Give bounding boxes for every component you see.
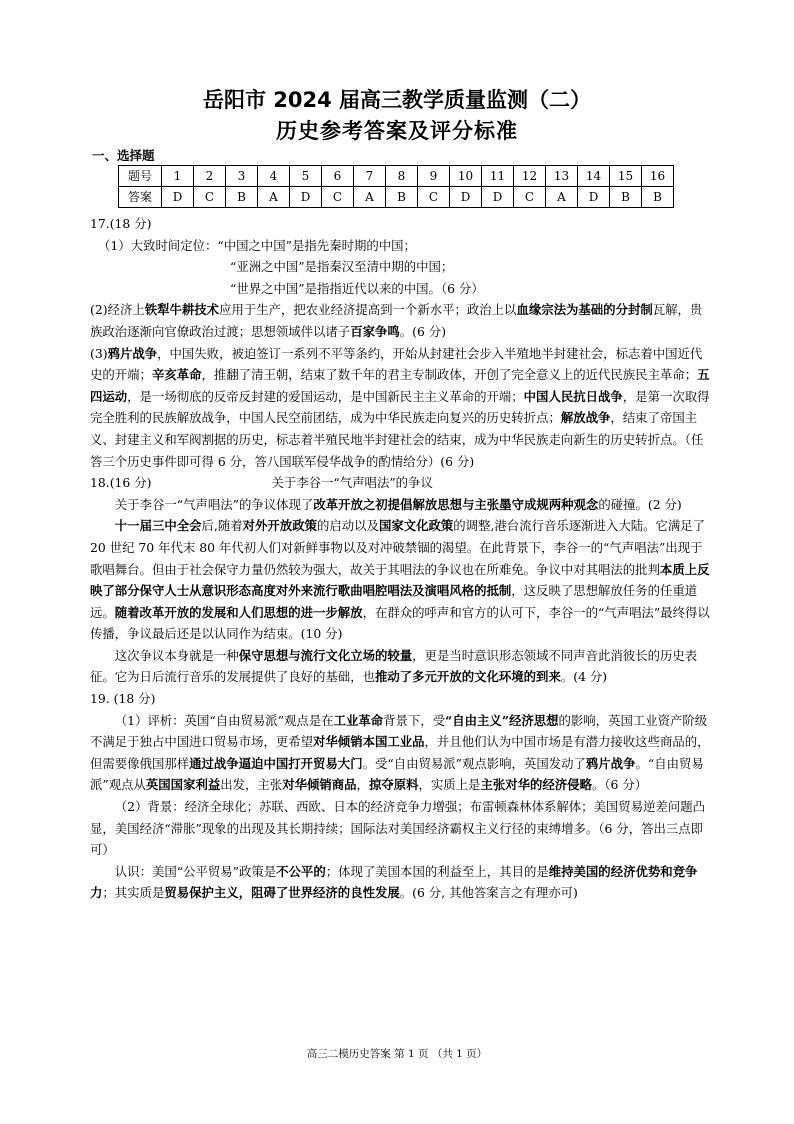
text-run: ，并且他们认为中国市场是有潜力接收这些商品的，但需要像俄国那样 — [90, 734, 710, 771]
text-run: 。(6 分, 其他答案言之有理亦可) — [399, 885, 578, 901]
text-run: 的调整,港台流行音乐逐渐进入大陆。它满足了 20 世纪 70 年代末 80 年代初人们对新鲜事物以及对冲破禁锢的渴望。在此背景下，李谷一的“气声唱法”出现于歌唱舞台。但由于社会保守力量仍然较为强大，故关于其唱法的争议也在所难免。争议中对其唱法的批判 — [90, 518, 706, 577]
text-run: 。(4 分) — [560, 669, 608, 685]
emphasis-text: “自由主义”经济思想 — [445, 712, 559, 728]
section-heading-choice: 一、选择题 — [92, 148, 155, 163]
question-number-cell: 13 — [546, 166, 578, 187]
text-run: 。“自由贸易派”观点从 — [90, 755, 704, 793]
question-number-cell: 9 — [418, 166, 450, 187]
answer-cell: D — [450, 187, 482, 208]
answer-cell: C — [418, 187, 450, 208]
answer-cell: A — [258, 187, 290, 208]
emphasis-text: 辛亥革命 — [151, 367, 202, 383]
text-run: ，更是当时意识形态领域不同声音此消彼长的历史表征。它为日后流行音乐的发展提供了良好的基础，也 — [90, 647, 698, 685]
q17-p2 — [90, 299, 710, 342]
answer-cell: C — [322, 187, 354, 208]
answer-table-answer-row — [119, 187, 674, 208]
text-run: ，推翻了清王朝，结束了数千年的君主专制政体，开创了完全意义上的近代民族民主革命； — [201, 367, 698, 383]
question-number-cell: 4 — [258, 166, 290, 187]
q17-header: 17.(18 分) — [90, 216, 152, 231]
text-run: 。(6 分) — [399, 323, 447, 339]
emphasis-text: 主张对华的经济侵略 — [480, 777, 592, 793]
emphasis-text: 血缘宗法为基础的分封制 — [516, 302, 653, 318]
question-number-cell: 14 — [578, 166, 610, 187]
text-run: 关于李谷一“气声唱法”的争议体现了 — [114, 496, 314, 512]
text-run: ，结束了帝国主义、封建主义和军阀割据的历史，标志着半殖民地半封建社会的结束，成为中华民族走向新生的历史转折点。（任答三个历史事件即可得 6 分，答八国联军侵华战争的酌情给分）(6 分) — [90, 410, 704, 469]
text-run: ；体现了美国本国的利益至上，其目的是 — [325, 863, 549, 879]
emphasis-text: 对华倾销商品 — [282, 777, 357, 793]
answer-content — [90, 213, 710, 904]
emphasis-text: 解放战争 — [560, 410, 611, 426]
text-run: 的碰撞。(2 分) — [598, 496, 682, 512]
emphasis-text: 本质上反映了部分保守人士从意识形态高度对外来流行歌曲唱腔唱法及演唱风格的抵制 — [90, 561, 710, 599]
q17-p3 — [90, 343, 710, 473]
answer-table-number-row — [119, 166, 674, 187]
emphasis-text: 国家文化政策 — [378, 518, 454, 534]
q17-p1-line-a: （1）大致时间定位：“中国之中国”是指先秦时期的中国； — [98, 237, 416, 253]
emphasis-text: 掠夺原料 — [368, 777, 419, 793]
q18-essay-title: 关于李谷一“气声唱法”的争议 — [271, 475, 433, 491]
text-run: （1）评析：英国“自由贸易派”观点是在 — [114, 712, 334, 728]
emphasis-text: 对外开放政策 — [242, 518, 317, 534]
q17-p1-line-b: “亚洲之中国”是指秦汉至清中期的中国； — [230, 259, 454, 275]
emphasis-text: 铁犁牛耕技术 — [144, 302, 220, 318]
emphasis-text: 十一届三中全会 — [114, 518, 202, 534]
emphasis-text: 维持美国的经济优势和竞争力 — [90, 863, 698, 901]
emphasis-text: 贸易保护主义，阻碍了世界经济的良性发展 — [164, 885, 400, 901]
question-number-cell: 8 — [386, 166, 418, 187]
q19-header: 19. (18 分) — [90, 691, 156, 707]
question-number-cell: 15 — [610, 166, 642, 187]
answer-cell: B — [386, 187, 418, 208]
q17-p1-line-c: “世界之中国”是指指近代以来的中国。（6 分） — [230, 280, 484, 296]
text-run: 。受“自由贸易派”观点影响，英国发动了 — [362, 755, 586, 771]
page-footer: 高三二模历史答案 第 1 页 （共 1 页） — [306, 1048, 488, 1060]
page-title-line2: 历史参考答案及评分标准 — [276, 119, 518, 143]
text-run: 这次争议本身就是一种 — [114, 647, 239, 663]
question-number-cell: 12 — [514, 166, 546, 187]
emphasis-text: 通过战争逼迫中国打开贸易大门 — [189, 755, 363, 771]
emphasis-text: 不公平的 — [276, 863, 326, 879]
text-run: (3) — [90, 345, 108, 361]
answer-cell: C — [514, 187, 546, 208]
text-run: 背景下，受 — [383, 712, 446, 728]
text-run: ；其实质是 — [102, 885, 165, 901]
question-number-cell: 3 — [226, 166, 258, 187]
emphasis-text: 五四运动 — [90, 367, 710, 404]
q18-p3 — [90, 645, 710, 688]
q19-p2 — [90, 796, 710, 861]
answer-cell: C — [194, 187, 226, 208]
question-number-cell: 11 — [482, 166, 514, 187]
emphasis-text: 工业革命 — [333, 712, 384, 728]
text-run: ，在群众的呼声和官方的认可下，李谷一的“气声唱法”最终得以传播，争议最后还是以认同作为结束。(10 分) — [90, 604, 710, 642]
text-run: ，是第一次取得完全胜利的民族解放战争，中国人民空前团结，成为中华民族走向复兴的历史转折点； — [90, 388, 710, 426]
text-run: （2）背景：经济全球化；苏联、西欧、日本的经济竞争力增强；布雷顿森林体系解体；美国贸易逆差问题凸显，美国经济“滞胀”现象的出现及其长期持续；国际法对美国经济霸权主义行径的束缚增多。（6 分，答出三点即可） — [90, 799, 706, 858]
emphasis-text: 鸦片战争 — [107, 345, 158, 361]
emphasis-text: 鸦片战争 — [585, 755, 636, 771]
question-number-cell: 10 — [450, 166, 482, 187]
text-run: ，这反映了思想解放任务的任重道远。 — [90, 583, 698, 620]
answer-cell: B — [226, 187, 258, 208]
answer-cell: D — [578, 187, 610, 208]
answer-cell: A — [354, 187, 386, 208]
text-run: 应用于生产，把农业经济提高到一个新水平；政治上以 — [219, 302, 517, 318]
q19-p3 — [90, 861, 710, 904]
text-run: 瓦解，贵族政治逐渐向官僚政治过渡；思想领域伴以诸子 — [90, 302, 703, 339]
row-label-number: 题号 — [119, 166, 162, 187]
text-run: 出发，主张 — [220, 777, 283, 793]
row-label-answer: 答案 — [119, 187, 162, 208]
q18-p1 — [90, 494, 710, 516]
answer-table — [118, 165, 674, 208]
emphasis-text: 英国国家利益 — [145, 777, 221, 793]
emphasis-text: 对华倾销本国工业品 — [313, 734, 425, 750]
answer-cell: B — [610, 187, 642, 208]
emphasis-text: 随着改革开放的发展和人们思想的进一步解放 — [114, 604, 363, 620]
text-run: 的启动以及 — [317, 518, 379, 534]
text-run: ，中国失败，被迫签订一系列不平等条约，开始从封建社会步入半殖地半封建社会，标志着中国近代史的开端； — [90, 345, 703, 383]
text-run: (2)经济上 — [90, 302, 145, 318]
question-number-cell: 16 — [642, 166, 674, 187]
question-number-cell: 7 — [354, 166, 386, 187]
text-run: 后,随着 — [201, 518, 243, 534]
q18-p2 — [90, 515, 710, 645]
answer-cell: D — [482, 187, 514, 208]
emphasis-text: 改革开放之初提倡解放思想与主张墨守成规两种观念 — [313, 496, 599, 512]
text-run: 的影响，英国工业资产阶级不满足于独占中国进口贸易市场，更希望 — [90, 712, 708, 750]
emphasis-text: 中国人民抗日战争 — [523, 388, 623, 404]
text-run: 。（6 分） — [591, 777, 648, 793]
question-number-cell: 1 — [162, 166, 194, 187]
emphasis-text: 保守思想与流行文化立场的较量 — [238, 647, 413, 663]
emphasis-text: 推动了多元开放的文化环境的到来 — [374, 669, 561, 685]
answer-cell: A — [546, 187, 578, 208]
text-run: 认识：美国“公平贸易”政策是 — [114, 863, 277, 879]
answer-cell: B — [642, 187, 674, 208]
text-run: ，是一场彻底的反帝反封建的爱国运动，是中国新民主主义革命的开端； — [127, 388, 524, 404]
text-run: ， — [356, 777, 369, 793]
question-number-cell: 6 — [322, 166, 354, 187]
q18-header-line — [90, 472, 710, 494]
q19-p1 — [90, 710, 710, 796]
text-run: ，实质上是 — [418, 777, 481, 793]
q18-header: 18.(16 分) — [90, 475, 152, 491]
emphasis-text: 百家争鸣 — [350, 323, 400, 339]
question-number-cell: 5 — [290, 166, 322, 187]
page-title-line1: 岳阳市 2024 届高三教学质量监测（二） — [202, 88, 592, 112]
answer-cell: D — [162, 187, 194, 208]
question-number-cell: 2 — [194, 166, 226, 187]
answer-cell: D — [290, 187, 322, 208]
